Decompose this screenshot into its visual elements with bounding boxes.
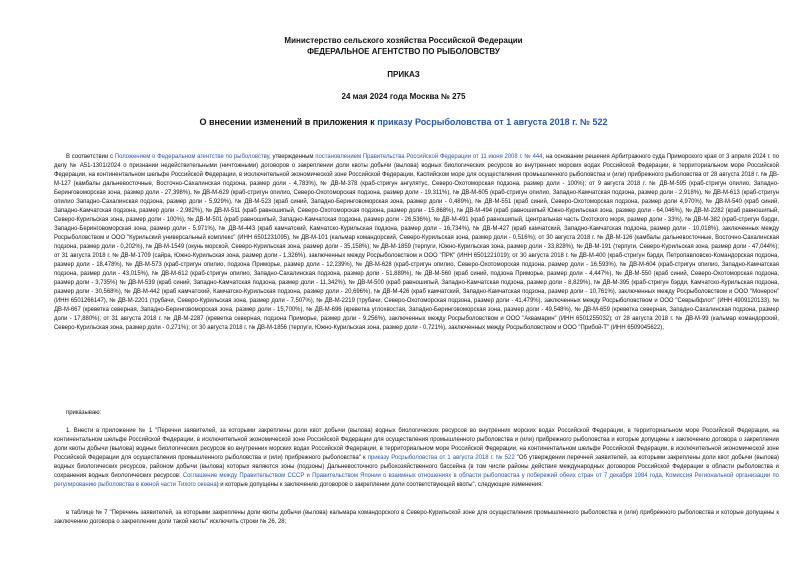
government-resolution-link[interactable]: постановлением Правительства Российской Федерации от 11 июня 2008 г. № 444 bbox=[315, 154, 543, 160]
preamble-paragraph bbox=[54, 153, 779, 333]
date-and-number: 24 мая 2024 года Москва № 275 bbox=[341, 92, 466, 101]
ministry-name: Министерство сельского хозяйства Российской Федерации bbox=[284, 36, 523, 45]
agreement-link[interactable]: Соглашение между Правительством СССР и Правительством Японии о взаимных отношениях в области рыболовства у побережий обеих стран от 7 декабря 1984 года, Комиссия Региональной организации по регулированию рыболовства в южной части Тихого океана bbox=[54, 473, 779, 488]
title-order-link[interactable]: приказу Росрыболовства от 1 августа 2018 г. № 522 bbox=[377, 117, 608, 127]
item-1-paragraph bbox=[54, 427, 779, 490]
item-1-text-1: 1. Внести в приложение № 1 "Перечни заявителей, за которыми закреплены доли квот добычи (вылова) водных биологических ресурсов во внутренних морских водах Российской Федерации, в территориальном море Российской Федерации, на континентальном шельфе Российской Федерации, в исключительной экономической зоне Российской Федерации для осуществления промышленного рыболовства и (или) прибрежного рыболовства и которые допущены к заключению договора о закреплении доли квоты добычи (вылова) водных биологических ресурсов во внутренних морских водах Российской Федерации, в территориальном море Российской Федерации, на континентальном шельфе Российской Федерации, в исключительной экономической зоне Российской Федерации для осуществления промышленного рыболовства и (или) прибрежного рыболовства" к bbox=[54, 428, 779, 461]
item-1a-paragraph: в таблице № 7 "Перечень заявителей, за которыми закреплены доли квоты добычи (вылова) кальмара командорского в Северо-Курильской зоне для осуществления промышленного рыболовства и (или) прибрежного рыболовства и которые допущены к заключению договора о закреплении доли такой квоты" исключить строки № 26, 28; bbox=[54, 510, 779, 525]
item-1-order-link[interactable]: приказу Росрыболовства от 1 августа 2018 г. № 522 bbox=[367, 455, 515, 461]
preamble-text-3: , на основании решения Арбитражного суда Приморского края от 3 апреля 2024 г. по делу № А51-1301/2024 о признании недействительными (ничтожными) договоров о закреплении доли квоты добычи (вылова) водных биологических ресурсов во внутренних морских водах Российской Федерации, в территориальном море Российской Федерации, на континентальном шельфе Российской Федерации, в исключительной экономической зоне Российской Федерации, Каспийском море для осуществления промышленного рыболовства и (или) прибрежного рыболовства от 28 августа 2018 г. № ДВ-М-127 (камбалы дальневосточные, Восточно-Сахалинская подзона, размер доли - 4,783%), № ДВ-М-378 (краб-стригун ангулятус, Северо-Охотоморская подзона, размер доли - 100%); от 9 августа 2018 г. № ДВ-М-595 (краб-стригун опилио, Западно-Беринговоморская зона, размер доли - 27,398%), № ДВ-М-629 (краб-стригун опилио, Северо-Охотоморская подзона, размер доли - 19,311%), № ДВ-М-605 (краб-стригун опилио, Западно-Камчатская подзона, размер доли - 2,918%), № ДВ-М-613 (краб-стригун опилио Западно-Сахалинская подзона, размер доли - 5,929%), № ДВ-М-523 (краб синий, Западно-Беринговоморская зона, размер доли - 0,489%), № ДВ-М-551 (краб синий, Северо-Охотоморская подзона, размер доли 4,970%), № ДВ-М-540 (краб синий, Западно-Камчатская подзона, размер доли - 2,982%), № ДВ-М-511 (краб равношипый, Северо-Охотоморская подзона, размер доли - 15,868%), № ДВ-М-494 (краб равношипый Южно-Курильская зона, размер доли - 64,046%), № ДВ-М-2282 (краб равношипый, Северо-Курильская зона, размер доли - 100%), № ДВ-М-501 (краб равношипый, Западно-Камчатская подзона, размер доли - 26,536%), № ДВ-М-491 (краб равношипый, Центральная часть Охотского моря, размер доли - 33%), № ДВ-М-382 (краб-стригун бэрди, Западно-Беринговоморская зона, размер доли - 5,971%), № ДВ-М-443 (краб камчатский, Камчатско-Курильская подзона, размер доли - 16,734%), № ДВ-М-427 (краб камчатский, Западно-Камчатская подзона, размер доли - 10,018%), заключенных между Росрыболовством и ООО "Курильский универсальный комплекс" (ИНН 6501231095), № ДВ-М-101 (кальмар командорский, Северо-Курильская зона, размер доли - 0,516%); от 30 августа 2018 г. № ДВ-М-126 (камбалы дальневосточные, Восточно-Сахалинская подзона, размер доли - 0,202%), № ДВ-М-1549 (окунь морской, Северо-Курильская зона, размер доли - 35,158%), № ДВ-М-1859 (терпуги, Южно-Курильская зона, размер доли - 33,828%), № ДВ-М-191 (терпуги, Северо-Курильская зона, размер доли - 47,044%); от 31 августа 2018 г. № ДВ-М-1709 (сайра, Южно-Курильская зона, размер доли - 1,326%), заключенных между Росрыболовством и ООО "ПРК" (ИНН 6501221019); от 30 августа 2018 г. № ДВ-М-400 (краб-стригун бэрди, Петропавловско-Командорская подзона, размер доли - 18,478%), № ДВ-М-573 (краб-стригун опилио, подзона Приморье, размер доли - 12,239%), № ДВ-М-628 (краб-стригун опилио, Северо-Охотоморская подзона, размер доли - 16,593%), № ДВ-М-604 (краб-стригун опилио, Западно-Камчатская подзона, размер доли - 43,015%), № ДВ-М-612 (краб-стригун опилио, Западно-Сахалинская подзона, размер доли - 51,889%), № ДВ-М-560 (краб синий, подзона Приморье, размер доли - 4,447%), № ДВ-М-550 (краб синий, Северо-Охотоморская подзона, размер доли - 3,735%) № ДВ-М-539 (краб синий, Западно-Камчатская подзона, размер доли - 11,342%), № ДВ-М-500 (краб равношипый, Западно-Камчатская подзона, размер доли - 8,829%), № ДВ-М-395 (краб-стригун бэрди, Камчатско-Курильская подзона, размер доли - 30,568%), № ДВ-М-442 (краб камчатский, Камчатско-Курильская подзона, размер доли - 20,696%), № ДВ-М-426 (краб камчатский, Западно-Камчатская подзона, размер доли - 10,761%), заключенных между Росрыболовством и ООО "Монерон" (ИНН 6501266147), № ДВ-М-2201 (трубачи, Северо-Курильская зона, размер доли - 7,507%), № ДВ-М-2219 (трубачи, Северо-Охотоморская подзона, размер доли - 41,479%), заключенных между Росрыболовством и ООО "Севрыбфлот" (ИНН 4909120133), № ДВ-М-667 (креветка северная, Западно-Беринговоморская зона, размер доли - 15,700%), № ДВ-М-696 (креветка углохвостая, Западно-Беринговоморская зона, размер доли - 49,548%), № ДВ-М-659 (креветка северная, Западно-Сахалинская подзона, размер доли - 17,880%); от 31 августа 2018 г. № ДВ-М-2287 (креветка северная, подзона Приморье, размер доли - 9,256%), заключенных между Росрыболовством и ООО "Аквамарин" (ИНН 6501255032); от 28 августа 2018 г. № ДВ-М-99 (кальмар командорский, Северо-Курильская зона, размер доли - 0,271%); от 30 августа 2018 г. № ДВ-М-1856 (терпуги, Южно-Курильская зона, размер доли - 0,721%), заключенных между Росрыболовством и ООО "Прибой-Т" (ИНН 6509045622), bbox=[54, 154, 779, 331]
item-1-text-3: ) и которые допущены к заключению договоров о закреплении доли соответствующей квоты", следующие изменения: bbox=[216, 482, 543, 488]
agency-name: ФЕДЕРАЛЬНОЕ АГЕНТСТВО ПО РЫБОЛОВСТВУ bbox=[307, 47, 500, 56]
document-type: ПРИКАЗ bbox=[387, 70, 420, 79]
document-title bbox=[0, 117, 807, 128]
regulation-link[interactable]: Положением о Федеральном агентстве по рыболовству bbox=[114, 154, 270, 160]
preamble-text-2: , утвержденным bbox=[269, 154, 316, 160]
item-1-text-2: "Об утверждении перечней заявителей, за которыми закреплены доли квот добычи (вылова) водных биологических ресурсов, районом добычи (вылова) которых являются зоны (подзоны) Дальневосточного рыбохозяйственного бассейна (в том числе районы действия международных договоров Российской Федерации в области рыболовства и сохранения водных биологических ресурсов: bbox=[54, 455, 779, 479]
title-prefix: О внесении изменений в приложения к bbox=[199, 117, 378, 127]
order-word: приказываю: bbox=[66, 410, 102, 416]
preamble-text-1: В соответствии с bbox=[66, 154, 115, 160]
